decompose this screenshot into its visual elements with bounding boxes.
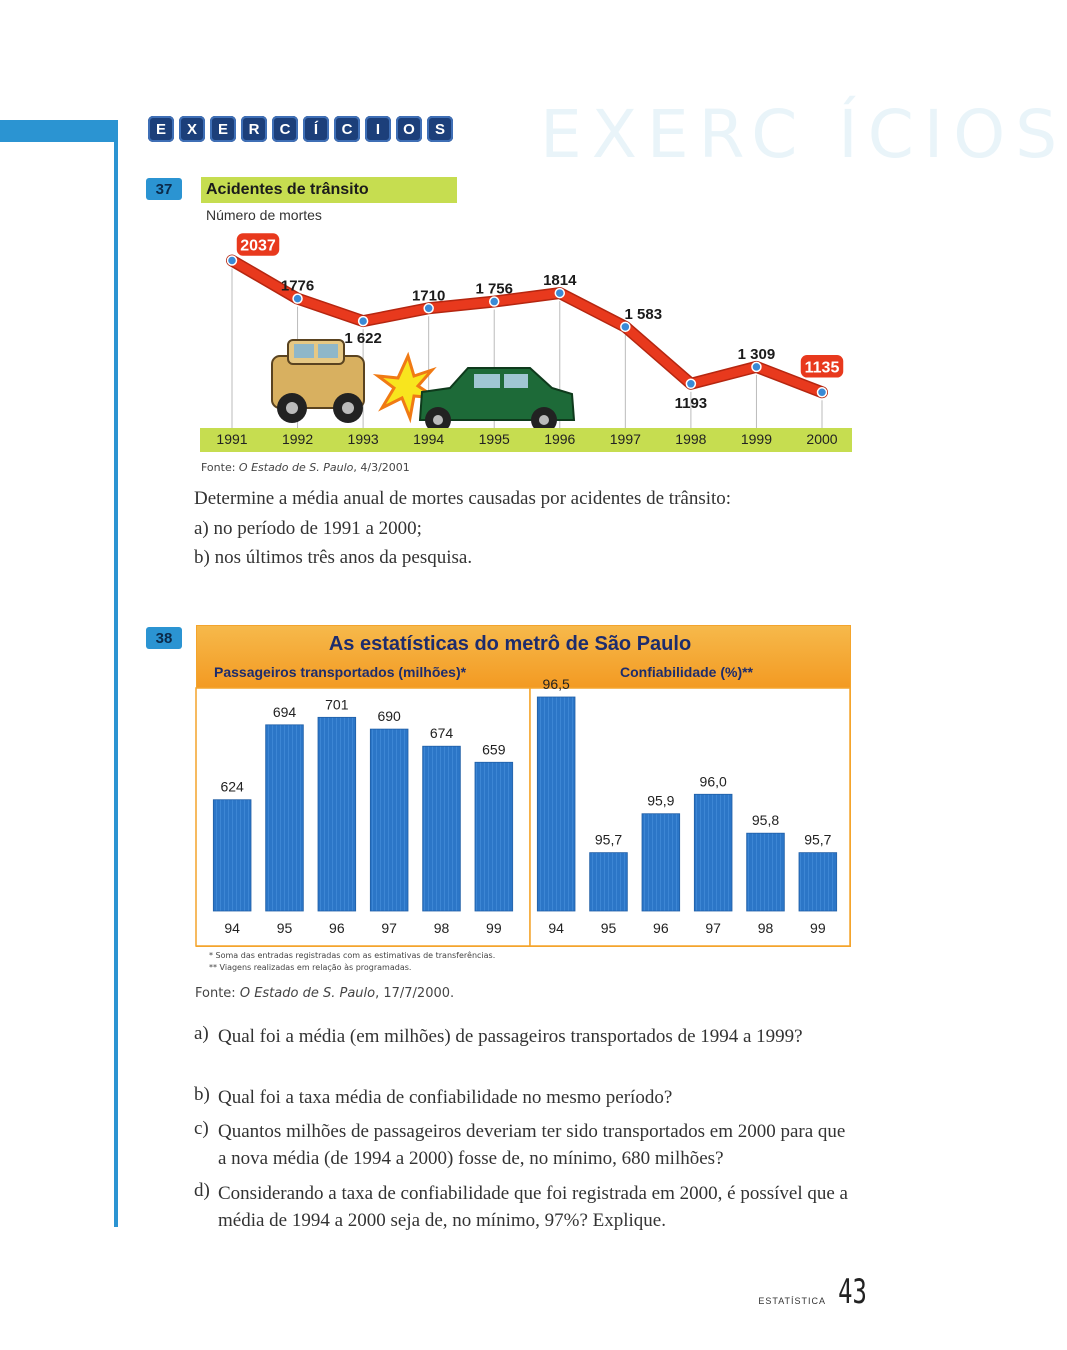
deaths-point <box>686 379 695 388</box>
q37-chart-title: Acidentes de trânsito <box>201 177 457 203</box>
item-text: Quantos milhões de passageiros deveriam ter sido transportados em 2000 para que a nova média (de 1994 a 2000) fosse de, no mínimo, 680 milhões? <box>218 1121 846 1169</box>
deaths-point <box>293 294 302 303</box>
bar-category-label: 99 <box>486 920 502 936</box>
item-text: Qual foi a taxa média de confiabilidade no mesmo período? <box>218 1087 673 1108</box>
bar <box>799 853 837 911</box>
bar-category-label: 98 <box>433 920 450 936</box>
bar-value-label: 690 <box>377 708 401 725</box>
year-tick-label: 1999 <box>740 431 773 447</box>
source-date: , 17/7/2000. <box>375 986 455 1001</box>
q37-item-b: b) nos últimos três anos da pesquisa. <box>194 547 473 568</box>
bar-value-label: 96,5 <box>542 676 570 692</box>
bar-value-label: 701 <box>325 696 349 713</box>
heading-letter: X <box>179 116 205 142</box>
deaths-value-label: 2037 <box>240 237 276 255</box>
year-tick-label: 1995 <box>478 431 510 447</box>
year-tick-label: 1993 <box>347 431 379 447</box>
heading-letter: S <box>427 116 453 142</box>
year-tick-label: 1998 <box>675 431 707 447</box>
bar-value-label: 96,0 <box>699 773 727 790</box>
bar-category-label: 94 <box>548 920 564 936</box>
bar-value-label: 95,7 <box>594 831 623 848</box>
deaths-value-label: 1135 <box>804 359 840 377</box>
bar <box>747 833 785 911</box>
year-tick-label: 1997 <box>609 431 641 447</box>
deaths-value-label: 1 756 <box>475 280 513 298</box>
deaths-value-label: 1814 <box>543 272 577 290</box>
bar-category-label: 95 <box>600 920 617 936</box>
heading-letter: Í <box>303 116 329 142</box>
item-text: Considerando a taxa de confiabilidade que foi registrada em 2000, é possível que a média de 1994 a 2000 seja de, no mínimo, 97%? Explique. <box>218 1183 848 1231</box>
item-text: Qual foi a média (em milhões) de passageiros transportados de 1994 a 1999? <box>218 1026 803 1047</box>
bar-category-label: 94 <box>224 920 240 936</box>
bar <box>642 814 680 911</box>
item-label: a) <box>194 1023 209 1044</box>
bar <box>423 746 461 911</box>
source-title: O Estado de S. Paulo <box>238 461 354 474</box>
deaths-value-label: 1 622 <box>344 330 382 348</box>
item-label: d) <box>194 1180 210 1201</box>
page-footer <box>758 1272 873 1312</box>
q38-source <box>195 986 454 1001</box>
heading-letter: I <box>365 116 391 142</box>
passengers-chart-label: Passageiros transportados (milhões)* <box>214 664 467 680</box>
deaths-point <box>818 388 827 397</box>
bar-value-label: 674 <box>429 725 454 742</box>
bar-category-label: 99 <box>810 920 826 936</box>
year-tick-label: 1996 <box>544 431 576 447</box>
accent-line <box>114 142 118 1227</box>
bar-category-label: 95 <box>276 920 293 936</box>
deaths-point <box>228 256 237 265</box>
bar-category-label: 96 <box>653 920 669 936</box>
item-label: b) <box>194 1084 210 1105</box>
bar <box>370 729 408 911</box>
year-tick-label: 1992 <box>281 431 314 447</box>
deaths-point <box>752 362 761 371</box>
deaths-value-label: 1193 <box>674 394 708 412</box>
q37-question: Determine a média anual de mortes causadas por acidentes de trânsito: <box>194 488 732 509</box>
deaths-point <box>359 317 368 326</box>
q38-note-1: * Soma das entradas registradas com as estimativas de transferências. <box>209 951 496 960</box>
deaths-value-label: 1 583 <box>624 305 663 323</box>
source-prefix: Fonte: <box>195 986 240 1001</box>
heading-letter: C <box>272 116 298 142</box>
bar-value-label: 694 <box>272 703 297 720</box>
q38-item-d <box>194 1180 854 1234</box>
q38-item-c <box>194 1118 854 1172</box>
bar <box>266 725 304 911</box>
bar-value-label: 95,9 <box>647 792 675 809</box>
bar-category-label: 97 <box>381 920 397 936</box>
reliability-chart-label: Confiabilidade (%)** <box>620 664 754 680</box>
bar-category-label: 98 <box>757 920 774 936</box>
metro-title: As estatísticas do metrô de São Paulo <box>328 633 692 655</box>
bar <box>475 762 513 911</box>
bar <box>537 697 575 911</box>
source-date: , 4/3/2001 <box>353 461 410 474</box>
bar-value-label: 624 <box>220 778 244 795</box>
heading-letter: E <box>148 116 174 142</box>
bar-category-label: 97 <box>705 920 721 936</box>
year-tick-label: 1994 <box>413 431 445 447</box>
deaths-value-label: 1776 <box>280 277 315 295</box>
source-prefix: Fonte: <box>201 461 239 474</box>
footer-section-label: ESTATÍSTICA <box>758 1296 827 1306</box>
bar <box>694 794 732 911</box>
q38-item-b <box>194 1084 854 1111</box>
year-tick-label: 1991 <box>216 431 248 447</box>
heading-letter: O <box>396 116 422 142</box>
bar <box>590 853 628 911</box>
heading-letter: C <box>334 116 360 142</box>
accent-bar <box>0 120 118 142</box>
deaths-point <box>555 289 564 298</box>
car-crash-illustration <box>272 340 574 433</box>
year-tick-label: 2000 <box>806 431 838 447</box>
deaths-point <box>424 304 433 313</box>
q37-y-label: Número de mortes <box>206 207 322 223</box>
deaths-value-label: 1 309 <box>737 345 776 363</box>
bar <box>318 717 356 911</box>
q37-item-a: a) no período de 1991 a 2000; <box>194 518 422 539</box>
ghost-heading: EXERC ÍCIOS <box>540 96 1067 173</box>
item-label: c) <box>194 1118 209 1139</box>
q38-note-2: ** Viagens realizadas em relação às programadas. <box>209 963 412 972</box>
q38-item-a <box>194 1023 854 1050</box>
bar-category-label: 96 <box>329 920 345 936</box>
source-title: O Estado de S. Paulo <box>239 986 376 1001</box>
q37-source <box>201 461 410 474</box>
deaths-value-label: 1710 <box>411 287 446 305</box>
heading-letter: E <box>210 116 236 142</box>
question-38-number: 38 <box>146 627 182 649</box>
exercises-heading <box>148 116 453 142</box>
bar-value-label: 95,7 <box>804 831 832 848</box>
deaths-point <box>621 322 630 331</box>
metro-charts <box>196 625 852 948</box>
bar-value-label: 95,8 <box>751 812 780 829</box>
question-37-number: 37 <box>146 178 182 200</box>
page-number: 43 <box>838 1272 867 1312</box>
heading-letter: R <box>241 116 267 142</box>
bar-value-label: 659 <box>482 741 506 758</box>
deaths-point <box>490 297 499 306</box>
accidents-line-chart <box>200 228 852 462</box>
bar <box>213 800 251 911</box>
